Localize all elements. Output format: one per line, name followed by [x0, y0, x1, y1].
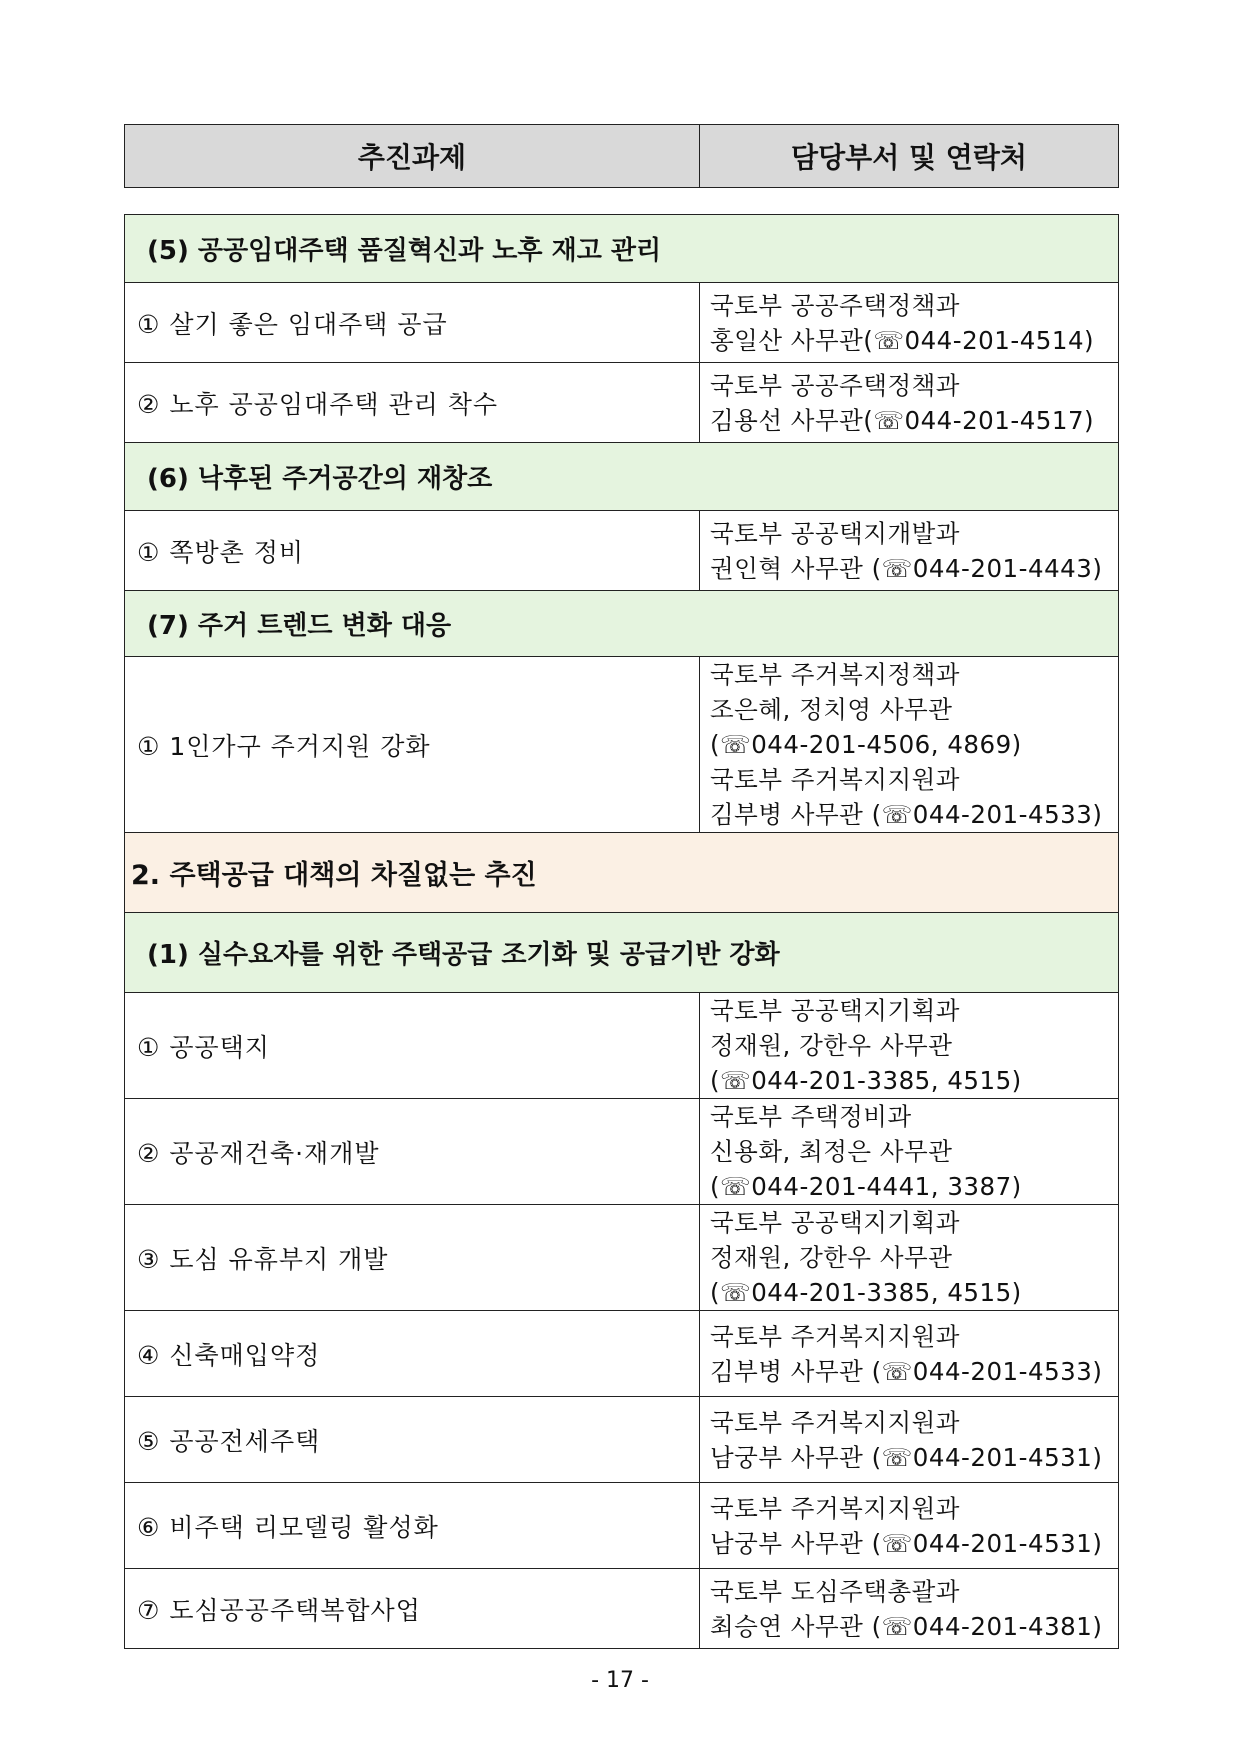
- contact-cell: [700, 1099, 1119, 1205]
- department: 국토부 주거복지지원과: [710, 1493, 960, 1523]
- department: 국토부 공공택지기획과: [710, 1208, 960, 1237]
- officer: 김용선 사무관(☏044-201-4517): [710, 405, 1095, 435]
- department: 국토부 도심주택총괄과: [710, 1576, 960, 1606]
- phone: (☏044-201-3385, 4515): [710, 1278, 1022, 1307]
- contact-cell: [700, 1311, 1119, 1397]
- task-cell: ④ 신축매입약정: [125, 1311, 700, 1397]
- contact-cell: [700, 1205, 1119, 1311]
- department: 국토부 주거복지정책과: [710, 660, 960, 689]
- contact-cell: [700, 657, 1119, 833]
- task-column-header: 추진과제: [125, 125, 700, 188]
- officer: 김부병 사무관 (☏044-201-4533): [710, 800, 1103, 829]
- task-cell: ③ 도심 유휴부지 개발: [125, 1205, 700, 1311]
- section-title: (1) 실수요자를 위한 주택공급 조기화 및 공급기반 강화: [125, 913, 1119, 993]
- page-number: - 17 -: [591, 1668, 649, 1693]
- table-row: [125, 1205, 1119, 1311]
- table-row: [125, 1397, 1119, 1483]
- contact-cell: [700, 1397, 1119, 1483]
- table-row: [125, 511, 1119, 591]
- task-cell: ① 살기 좋은 임대주택 공급: [125, 283, 700, 363]
- task-cell: ② 공공재건축·재개발: [125, 1099, 700, 1205]
- department: 국토부 공공택지기획과: [710, 996, 960, 1025]
- table-row: [125, 363, 1119, 443]
- table-row: [125, 1569, 1119, 1649]
- task-cell: ① 공공택지: [125, 993, 700, 1099]
- header-table: [124, 124, 1119, 188]
- section-row: [125, 443, 1119, 511]
- table-row: [125, 993, 1119, 1099]
- table-row: [125, 657, 1119, 833]
- task-cell: ⑦ 도심공공주택복합사업: [125, 1569, 700, 1649]
- phone: (☏044-201-4441, 3387): [710, 1172, 1022, 1201]
- contact-cell: [700, 1569, 1119, 1649]
- department: 국토부 공공주택정책과: [710, 290, 960, 320]
- section-title: (7) 주거 트렌드 변화 대응: [125, 591, 1119, 657]
- task-cell: ① 1인가구 주거지원 강화: [125, 657, 700, 833]
- task-cell: ① 쪽방촌 정비: [125, 511, 700, 591]
- section-row: [125, 591, 1119, 657]
- contact-cell: [700, 363, 1119, 443]
- officer: 남궁부 사무관 (☏044-201-4531): [710, 1442, 1103, 1472]
- header-row: [125, 125, 1119, 188]
- task-cell: ⑥ 비주택 리모델링 활성화: [125, 1483, 700, 1569]
- phone: (☏044-201-3385, 4515): [710, 1066, 1022, 1095]
- contact-cell: [700, 283, 1119, 363]
- department: 국토부 주거복지지원과: [710, 765, 960, 794]
- department: 국토부 주거복지지원과: [710, 1321, 960, 1351]
- table-row: [125, 283, 1119, 363]
- officer: 신용화, 최정은 사무관: [710, 1137, 953, 1166]
- task-contact-table: [124, 214, 1119, 1649]
- officer: 최승연 사무관 (☏044-201-4381): [710, 1611, 1103, 1641]
- contact-cell: [700, 993, 1119, 1099]
- task-cell: ⑤ 공공전세주택: [125, 1397, 700, 1483]
- officer: 권인혁 사무관 (☏044-201-4443): [710, 553, 1103, 583]
- section-title: (6) 낙후된 주거공간의 재창조: [125, 443, 1119, 511]
- officer: 조은혜, 정치영 사무관: [710, 695, 953, 724]
- officer: 정재원, 강한우 사무관: [710, 1031, 953, 1060]
- section-title: (5) 공공임대주택 품질혁신과 노후 재고 관리: [125, 215, 1119, 283]
- officer: 정재원, 강한우 사무관: [710, 1243, 953, 1272]
- department: 국토부 주거복지지원과: [710, 1407, 960, 1437]
- section-row: [125, 913, 1119, 993]
- officer: 남궁부 사무관 (☏044-201-4531): [710, 1528, 1103, 1558]
- contact-cell: [700, 1483, 1119, 1569]
- phone: (☏044-201-4506, 4869): [710, 730, 1022, 759]
- table-row: [125, 1311, 1119, 1397]
- department: 국토부 공공주택정책과: [710, 370, 960, 400]
- table-row: [125, 1483, 1119, 1569]
- officer: 김부병 사무관 (☏044-201-4533): [710, 1356, 1103, 1386]
- table-row: [125, 1099, 1119, 1205]
- department: 국토부 공공택지개발과: [710, 518, 960, 548]
- department: 국토부 주택정비과: [710, 1102, 912, 1131]
- officer: 홍일산 사무관(☏044-201-4514): [710, 325, 1095, 355]
- chapter-title: 2. 주택공급 대책의 차질없는 추진: [125, 833, 1119, 913]
- task-cell: ② 노후 공공임대주택 관리 착수: [125, 363, 700, 443]
- contact-cell: [700, 511, 1119, 591]
- contact-column-header: 담당부서 및 연락처: [700, 125, 1119, 188]
- chapter-row: [125, 833, 1119, 913]
- section-row: [125, 215, 1119, 283]
